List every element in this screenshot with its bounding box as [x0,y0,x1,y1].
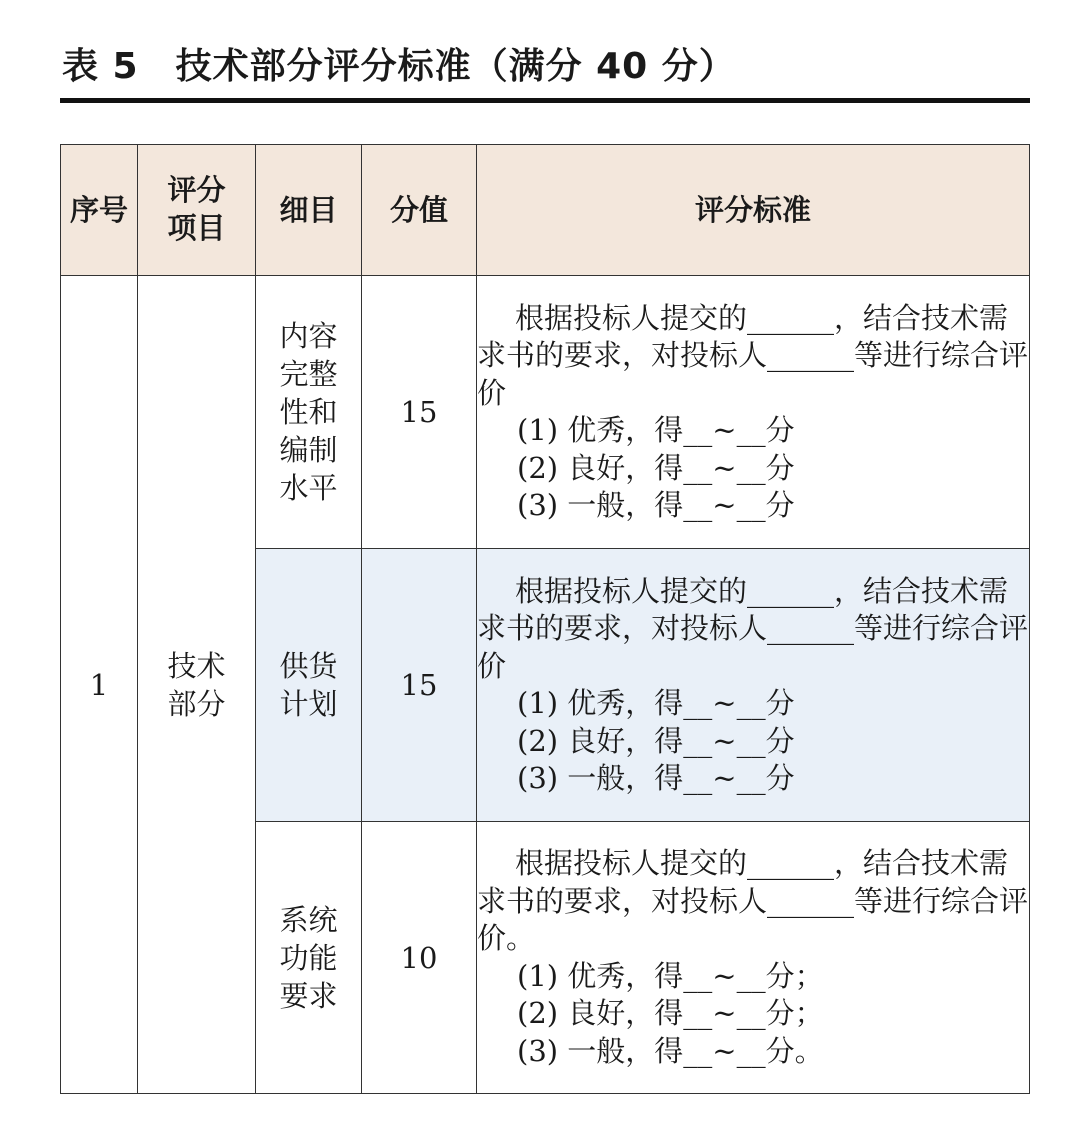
table-title: 表 5 技术部分评分标准（满分 40 分） [62,46,736,87]
header-criteria: 评分标准 [477,145,1030,276]
criteria-option: (3) 一般，得__~__分 [517,488,795,522]
criteria-option: (1) 优秀，得__~__分 [517,686,795,720]
criteria-option: (3) 一般，得__~__分。 [517,1033,824,1068]
cell-seq: 1 [61,276,138,1094]
header-seq: 序号 [61,145,138,276]
criteria-option: (2) 良好，得__~__分 [517,723,795,758]
criteria-intro: 根据投标人提交的______，结合技术需求书的要求，对投标人______等进行综合评价 [477,573,1029,683]
header-detail: 细目 [256,145,362,276]
cell-score: 15 [362,276,477,549]
criteria-option: (1) 优秀，得__~__分； [517,958,824,993]
criteria-intro: 根据投标人提交的______，结合技术需求书的要求，对投标人______等进行综合评价。 [477,846,1029,955]
cell-detail: 系统功能要求 [256,822,362,1094]
header-item: 评分项目 [138,145,256,276]
criteria-option: (2) 良好，得__~__分； [517,996,824,1030]
criteria-intro: 根据投标人提交的______，结合技术需求书的要求，对投标人______等进行综合评价 [477,300,1029,410]
header-row [61,145,1030,276]
cell-detail: 供货计划 [256,549,362,822]
cell-criteria [477,822,1030,1094]
cell-detail: 内容完整性和编制水平 [256,276,362,549]
scoring-table [60,144,1030,1094]
cell-criteria [477,276,1030,549]
cell-score: 15 [362,549,477,822]
criteria-option: (3) 一般，得__~__分 [517,761,795,795]
cell-score: 10 [362,822,477,1094]
title-rule [60,98,1030,103]
cell-criteria [477,549,1030,822]
header-score: 分值 [362,145,477,276]
criteria-option: (1) 优秀，得__~__分 [517,413,795,447]
cell-item: 技术部分 [138,276,256,1094]
table-row [61,276,1030,549]
criteria-option: (2) 良好，得__~__分 [517,450,795,485]
